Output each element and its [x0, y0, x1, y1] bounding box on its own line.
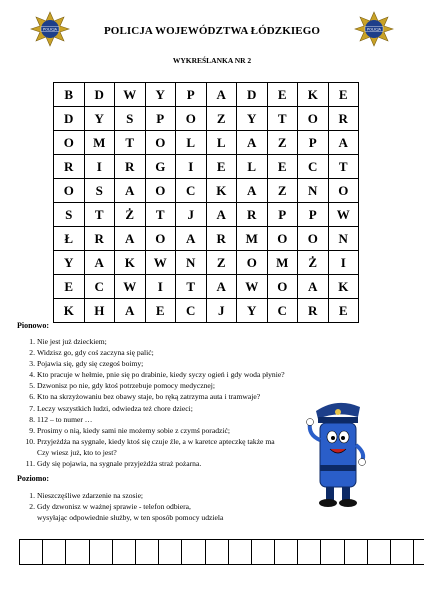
- answer-cell[interactable]: [19, 539, 43, 565]
- grid-cell[interactable]: E: [206, 155, 237, 179]
- grid-cell[interactable]: T: [176, 275, 207, 299]
- grid-cell[interactable]: S: [54, 203, 85, 227]
- grid-cell[interactable]: Y: [237, 107, 268, 131]
- clue-text: Prosimy o nią, kiedy sami nie możemy sobie z czymś poradzić;: [37, 425, 230, 435]
- clue-number: 11.: [25, 459, 35, 469]
- grid-cell[interactable]: E: [145, 299, 176, 323]
- grid-cell[interactable]: T: [328, 155, 359, 179]
- grid-cell[interactable]: A: [206, 275, 237, 299]
- grid-cell[interactable]: O: [54, 179, 85, 203]
- clue-number: 2.: [29, 348, 35, 358]
- answer-cell[interactable]: [89, 539, 113, 565]
- answer-cell[interactable]: [390, 539, 414, 565]
- clue-item: [27, 425, 337, 436]
- grid-cell[interactable]: O: [145, 131, 176, 155]
- grid-cell[interactable]: H: [84, 299, 115, 323]
- grid-cell[interactable]: W: [115, 275, 146, 299]
- grid-cell[interactable]: S: [115, 107, 146, 131]
- grid-cell[interactable]: K: [298, 83, 329, 107]
- page-title: POLICJA WOJEWÓDZTWA ŁÓDZKIEGO: [103, 25, 321, 37]
- grid-cell[interactable]: O: [176, 107, 207, 131]
- clue-number: 1.: [29, 337, 35, 346]
- clue-item: [27, 391, 337, 402]
- grid-cell[interactable]: E: [328, 83, 359, 107]
- grid-cell[interactable]: Z: [206, 251, 237, 275]
- grid-cell[interactable]: J: [176, 203, 207, 227]
- grid-cell[interactable]: I: [145, 275, 176, 299]
- grid-cell[interactable]: B: [54, 83, 85, 107]
- grid-cell[interactable]: D: [84, 83, 115, 107]
- poziomo-label: Poziomo:: [17, 474, 49, 483]
- grid-cell[interactable]: P: [267, 203, 298, 227]
- grid-cell[interactable]: C: [84, 275, 115, 299]
- grid-cell[interactable]: A: [237, 131, 268, 155]
- answer-cell[interactable]: [228, 539, 252, 565]
- clue-text: Przyjeżdża na sygnale, kiedy ktoś się czuje źle, a w karetce apteczkę także ma: [37, 436, 275, 446]
- grid-cell[interactable]: A: [84, 251, 115, 275]
- clue-text: Widzisz go, gdy coś zaczyna się palić;: [37, 348, 154, 358]
- grid-cell[interactable]: L: [206, 131, 237, 155]
- grid-cell[interactable]: O: [298, 107, 329, 131]
- answer-cell[interactable]: [367, 539, 391, 565]
- grid-cell[interactable]: T: [145, 203, 176, 227]
- grid-row: [54, 251, 359, 275]
- grid-row: [54, 83, 359, 107]
- grid-cell[interactable]: Z: [267, 131, 298, 155]
- clue-text: Dzwonisz po nie, gdy ktoś potrzebuje pomocy medycznej;: [37, 381, 215, 391]
- grid-cell[interactable]: O: [237, 251, 268, 275]
- grid-cell[interactable]: W: [328, 203, 359, 227]
- grid-cell[interactable]: O: [298, 227, 329, 251]
- grid-cell[interactable]: E: [328, 299, 359, 323]
- grid-cell[interactable]: Z: [267, 179, 298, 203]
- grid-cell[interactable]: I: [176, 155, 207, 179]
- grid-cell[interactable]: S: [84, 179, 115, 203]
- grid-cell[interactable]: L: [176, 131, 207, 155]
- answer-cell[interactable]: [65, 539, 89, 565]
- answer-cell[interactable]: [135, 539, 159, 565]
- grid-cell[interactable]: C: [176, 179, 207, 203]
- clue-text: Kto na skrzyżowaniu bez obawy staje, bo ręką zatrzyma auta i tramwaje?: [37, 392, 261, 402]
- grid-cell[interactable]: E: [267, 83, 298, 107]
- answer-cell[interactable]: [274, 539, 298, 565]
- grid-row: [54, 155, 359, 179]
- grid-cell[interactable]: Y: [145, 83, 176, 107]
- grid-cell[interactable]: P: [145, 107, 176, 131]
- grid-cell[interactable]: Z: [206, 107, 237, 131]
- clue-text: Gdy się pojawia, na sygnale przyjeżdża straż pożarna.: [37, 459, 202, 469]
- clue-item: [27, 414, 337, 425]
- grid-cell[interactable]: A: [206, 83, 237, 107]
- grid-cell[interactable]: O: [145, 227, 176, 251]
- grid-cell[interactable]: A: [115, 227, 146, 251]
- clue-text: Gdy dzwonisz w ważnej sprawie - telefon odbiera,: [37, 502, 191, 512]
- grid-cell[interactable]: O: [145, 179, 176, 203]
- clue-number: 8.: [29, 414, 35, 424]
- answer-cell[interactable]: [320, 539, 344, 565]
- clue-number: 1.: [29, 491, 35, 500]
- grid-cell[interactable]: C: [267, 299, 298, 323]
- grid-cell[interactable]: P: [176, 83, 207, 107]
- badge-right-text: POLICJA: [366, 27, 382, 32]
- answer-cell[interactable]: [344, 539, 368, 565]
- grid-cell[interactable]: M: [267, 251, 298, 275]
- clue-item: [27, 458, 337, 469]
- grid-cell[interactable]: K: [328, 275, 359, 299]
- grid-row: [54, 275, 359, 299]
- clue-item: [27, 358, 337, 369]
- clue-item: [27, 336, 337, 347]
- pionowo-label: Pionowo:: [17, 321, 49, 330]
- clue-number: 6.: [29, 392, 35, 402]
- grid-row: [54, 107, 359, 131]
- grid-cell[interactable]: A: [115, 179, 146, 203]
- grid-cell[interactable]: R: [206, 227, 237, 251]
- grid-cell[interactable]: A: [237, 179, 268, 203]
- clue-number: 10.: [25, 436, 35, 446]
- grid-cell[interactable]: A: [328, 131, 359, 155]
- grid-cell[interactable]: A: [298, 275, 329, 299]
- answer-cell[interactable]: [42, 539, 66, 565]
- pionowo-clue-list: [27, 336, 337, 469]
- grid-cell[interactable]: L: [237, 155, 268, 179]
- clue-item: [27, 490, 337, 501]
- grid-cell[interactable]: A: [115, 299, 146, 323]
- grid-cell[interactable]: O: [328, 179, 359, 203]
- grid-cell[interactable]: K: [206, 179, 237, 203]
- grid-cell[interactable]: E: [54, 275, 85, 299]
- grid-cell[interactable]: K: [115, 251, 146, 275]
- police-mascot-icon: [302, 395, 372, 515]
- clue-item: [27, 369, 337, 380]
- grid-cell[interactable]: W: [115, 83, 146, 107]
- grid-cell[interactable]: N: [328, 227, 359, 251]
- grid-cell[interactable]: D: [237, 83, 268, 107]
- clue-number: 3.: [29, 359, 35, 369]
- grid-row: [54, 299, 359, 323]
- grid-cell[interactable]: M: [84, 131, 115, 155]
- grid-cell[interactable]: M: [237, 227, 268, 251]
- grid-cell[interactable]: R: [84, 227, 115, 251]
- grid-row: [54, 131, 359, 155]
- clue-text: Nie jest już dzieckiem;: [37, 337, 107, 346]
- grid-cell[interactable]: T: [267, 107, 298, 131]
- grid-cell[interactable]: I: [84, 155, 115, 179]
- word-search-grid: [53, 82, 359, 323]
- page-subtitle: WYKREŚLANKA NR 2: [172, 56, 252, 65]
- grid-cell[interactable]: R: [54, 155, 85, 179]
- grid-cell[interactable]: J: [206, 299, 237, 323]
- clue-number: 5.: [29, 381, 35, 391]
- answer-cell[interactable]: [181, 539, 205, 565]
- grid-cell[interactable]: Ż: [115, 203, 146, 227]
- answer-cell[interactable]: [158, 539, 182, 565]
- clue-text: Czy wiesz już, kto to jest?: [37, 447, 117, 457]
- answer-row: [20, 539, 424, 565]
- grid-cell[interactable]: I: [328, 251, 359, 275]
- grid-cell[interactable]: Y: [84, 107, 115, 131]
- grid-cell[interactable]: P: [298, 203, 329, 227]
- grid-cell[interactable]: D: [54, 107, 85, 131]
- clue-item: [27, 347, 337, 358]
- clue-item: [27, 403, 337, 414]
- clue-item: [27, 380, 337, 391]
- answer-cell[interactable]: [112, 539, 136, 565]
- grid-cell[interactable]: T: [115, 131, 146, 155]
- grid-cell[interactable]: Y: [54, 251, 85, 275]
- clue-text: wysyłając odpowiednie służby, w ten sposób pomocy udziela: [37, 513, 224, 523]
- grid-cell[interactable]: A: [176, 227, 207, 251]
- grid-cell[interactable]: Y: [237, 299, 268, 323]
- grid-cell[interactable]: K: [54, 299, 85, 323]
- grid-cell[interactable]: C: [176, 299, 207, 323]
- clue-item: [27, 436, 337, 458]
- answer-cell[interactable]: [251, 539, 275, 565]
- grid-cell[interactable]: W: [145, 251, 176, 275]
- grid-cell[interactable]: T: [84, 203, 115, 227]
- answer-cell[interactable]: [413, 539, 424, 565]
- grid-row: [54, 203, 359, 227]
- grid-cell[interactable]: R: [237, 203, 268, 227]
- grid-cell[interactable]: R: [298, 299, 329, 323]
- grid-cell[interactable]: O: [267, 275, 298, 299]
- grid-cell[interactable]: N: [176, 251, 207, 275]
- grid-cell[interactable]: P: [298, 131, 329, 155]
- clue-text: Pojawia się, gdy się czegoś boimy;: [37, 359, 144, 369]
- clue-text: Nieszczęśliwe zdarzenie na szosie;: [37, 491, 144, 500]
- clue-text: 112 – to numer …: [37, 414, 93, 424]
- clue-text: Leczy wszystkich ludzi, odwiedza też chore dzieci;: [37, 403, 193, 413]
- grid-cell[interactable]: C: [298, 155, 329, 179]
- grid-cell[interactable]: O: [267, 227, 298, 251]
- clue-text: Kto pracuje w hełmie, pnie się po drabinie, kiedy syczy ogień i gdy woda płynie?: [37, 370, 285, 380]
- grid-cell[interactable]: Ł: [54, 227, 85, 251]
- poziomo-clue-list: [27, 490, 337, 523]
- answer-cell[interactable]: [297, 539, 321, 565]
- badge-left-text: POLICJA: [42, 27, 58, 32]
- grid-row: [54, 179, 359, 203]
- clue-number: 2.: [29, 502, 35, 512]
- grid-cell[interactable]: E: [267, 155, 298, 179]
- grid-cell[interactable]: A: [206, 203, 237, 227]
- clue-number: 4.: [29, 370, 35, 380]
- grid-row: [54, 227, 359, 251]
- grid-cell[interactable]: O: [54, 131, 85, 155]
- grid-cell[interactable]: N: [298, 179, 329, 203]
- grid-cell[interactable]: W: [237, 275, 268, 299]
- clue-item: [27, 501, 337, 523]
- answer-cell[interactable]: [205, 539, 229, 565]
- grid-cell[interactable]: R: [328, 107, 359, 131]
- clue-number: 7.: [29, 403, 35, 413]
- grid-cell[interactable]: Ż: [298, 251, 329, 275]
- grid-cell[interactable]: G: [145, 155, 176, 179]
- clue-number: 9.: [29, 425, 35, 435]
- grid-cell[interactable]: R: [115, 155, 146, 179]
